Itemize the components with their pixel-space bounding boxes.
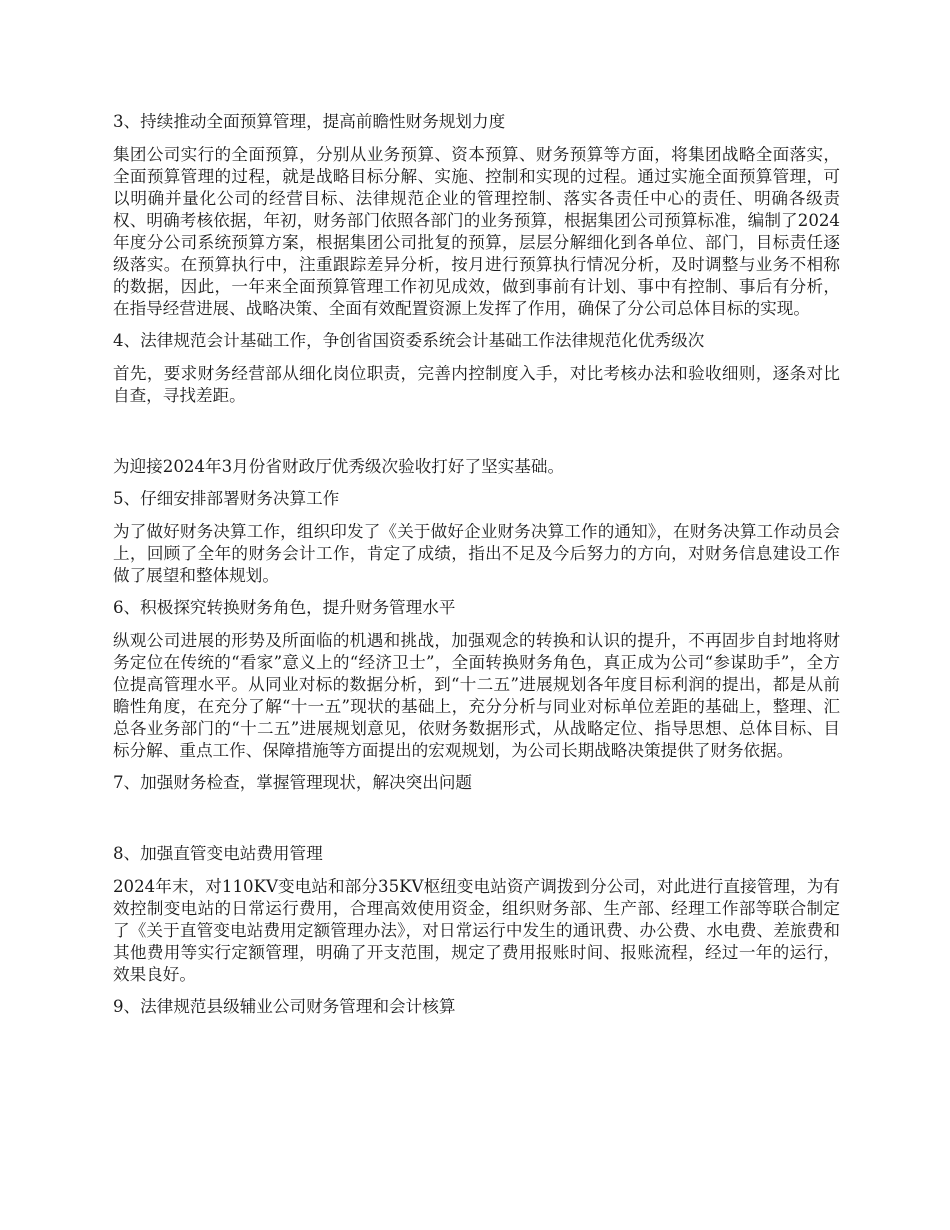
section-paragraph-8: 2024年末，对110KV变电站和部分35KV枢纽变电站资产调拨到分公司，对此进行直接管理，为有效控制变电站的日常运行费用，合理高效使用资金，组织财务部、生产部、经理工作部等联合制定了《关于直管变电站费用定额管理办法》，对日常运行中发生的通讯费、办公费、水电费、差旅费和其他费用等实行定额管理，明确了开支范围，规定了费用报账时间、报账流程，经过一年的运行，效果良好。 — [113, 877, 840, 984]
section-paragraph-6: 纵观公司进展的形势及所面临的机遇和挑战，加强观念的转换和认识的提升，不再固步自封地将财务定位在传统的“看家”意义上的“经济卫士”，全面转换财务角色，真正成为公司“参谋助手”，全方位提高管理水平。从同业对标的数据分析，到“十二五”进展规划各年度目标利润的提出，都是从前瞻性角度，在充分了解“十一五”现状的基础上，充分分析与同业对标单位差距的基础上，整理、汇总各业务部门的“十二五”进展规划意见，依财务数据形式，从战略定位、指导思想、总体目标、目标分解、重点工作、保障措施等方面提出的宏观规划，为公司长期战略决策提供了财务依据。 — [113, 631, 840, 760]
section-heading-5: 5、仔细安排部署财务决算工作 — [113, 489, 340, 508]
section-paragraph-3: 集团公司实行的全面预算，分别从业务预算、资本预算、财务预算等方面，将集团战略全面落实，全面预算管理的过程，就是战略目标分解、实施、控制和实现的过程。通过实施全面预算管理，可以明确并量化公司的经营目标、法律规范企业的管理控制、落实各责任中心的责任、明确各级责权、明确考核依据，年初，财务部门依照各部门的业务预算，根据集团公司预算标准，编制了2024年度分公司系统预算方案，根据集团公司批复的预算，层层分解细化到各单位、部门，目标责任逐级落实。在预算执行中，注重跟踪差异分析，按月进行预算执行情况分析，及时调整与业务不相称的数据，因此，一年来全面预算管理工作初见成效，做到事前有计划、事中有控制、事后有分析，在指导经营进展、战略决策、全面有效配置资源上发挥了作用，确保了分公司总体目标的实现。 — [113, 145, 840, 318]
section-paragraph-4a: 首先，要求财务经营部从细化岗位职责，完善内控制度入手，对比考核办法和验收细则，逐条对比自查，寻找差距。 — [113, 364, 840, 405]
section-heading-4: 4、法律规范会计基础工作，争创省国资委系统会计基础工作法律规范化优秀级次 — [113, 331, 705, 350]
section-heading-9: 9、法律规范县级辅业公司财务管理和会计核算 — [113, 997, 456, 1016]
section-heading-6: 6、积极探究转换财务角色，提升财务管理水平 — [113, 598, 456, 617]
section-heading-8: 8、加强直管变电站费用管理 — [113, 844, 323, 863]
section-paragraph-4b: 为迎接2024年3月份省财政厅优秀级次验收打好了坚实基础。 — [113, 457, 565, 476]
section-heading-7: 7、加强财务检查，掌握管理现状，解决突出问题 — [113, 773, 473, 792]
section-heading-3: 3、持续推动全面预算管理，提高前瞻性财务规划力度 — [113, 112, 506, 131]
section-paragraph-5: 为了做好财务决算工作，组织印发了《关于做好企业财务决算工作的通知》，在财务决算工作动员会上，回顾了全年的财务会计工作，肯定了成绩，指出不足及今后努力的方向，对财务信息建设工作做了展望和整体规划。 — [113, 522, 840, 585]
document-body — [113, 111, 840, 1018]
